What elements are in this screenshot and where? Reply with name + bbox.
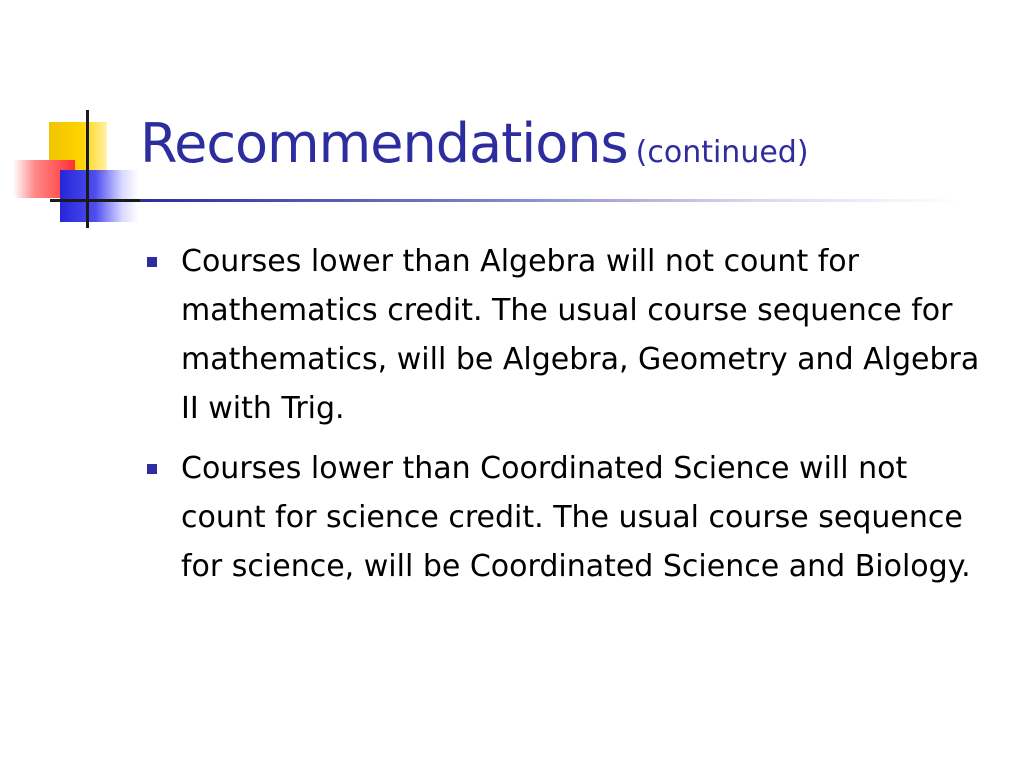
logo-blue-block [60,170,138,222]
logo-horizontal-line [50,199,144,202]
slide-title-subtitle: (continued) [635,135,809,170]
slide-title [140,112,809,175]
logo-vertical-line [86,110,89,228]
bullet-item [140,444,1000,591]
bullet-text: Courses lower than Algebra will not count for mathematics credit. The usual course sequence for mathematics, will be Algebra, Geometry and Algebra II with Trig. [181,244,980,426]
square-bullet-icon [147,257,157,267]
bullet-text: Courses lower than Coordinated Science will not count for science credit. The usual course sequence for science, will be Coordinated Science and Biology. [181,451,971,584]
bullet-item [140,237,1000,433]
slide-title-main: Recommendations [140,112,628,175]
square-bullet-icon [147,464,157,474]
title-underline [140,199,960,202]
bullet-list [140,237,1000,602]
